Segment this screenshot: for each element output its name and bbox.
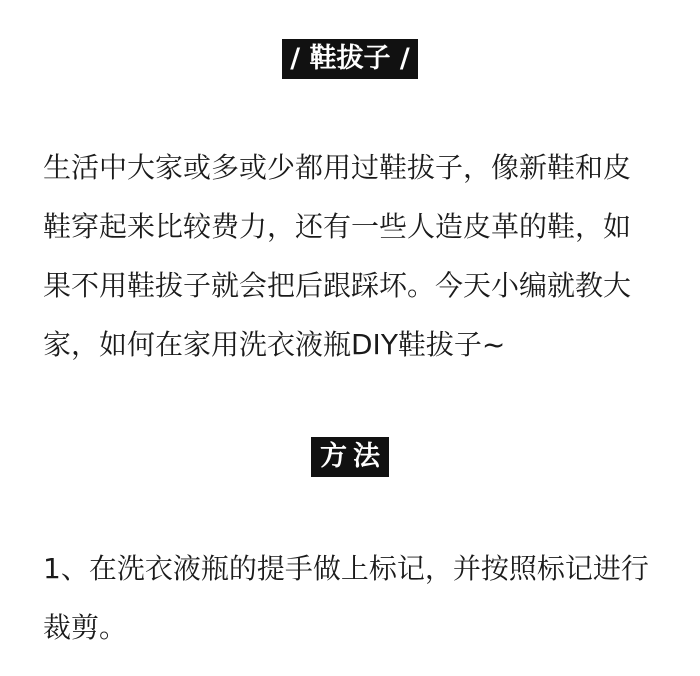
step-1-paragraph: [43, 539, 663, 657]
step-line: 裁剪。: [43, 611, 128, 644]
intro-line: 生活中大家或多或少都用过鞋拔子，像新鞋和皮: [43, 151, 632, 184]
method-section-tag: 方法: [311, 437, 389, 477]
intro-line: 果不用鞋拔子就会把后跟踩坏。今天小编就教大: [43, 269, 632, 302]
intro-paragraph: [43, 138, 663, 374]
step-line: 1、在洗衣液瓶的提手做上标记，并按照标记进行: [43, 552, 649, 585]
intro-line: 鞋穿起来比较费力，还有一些人造皮革的鞋，如: [43, 210, 632, 243]
intro-line: 家，如何在家用洗衣液瓶DIY鞋拔子~: [43, 328, 506, 361]
title-tag: / 鞋拔子 /: [282, 39, 418, 79]
